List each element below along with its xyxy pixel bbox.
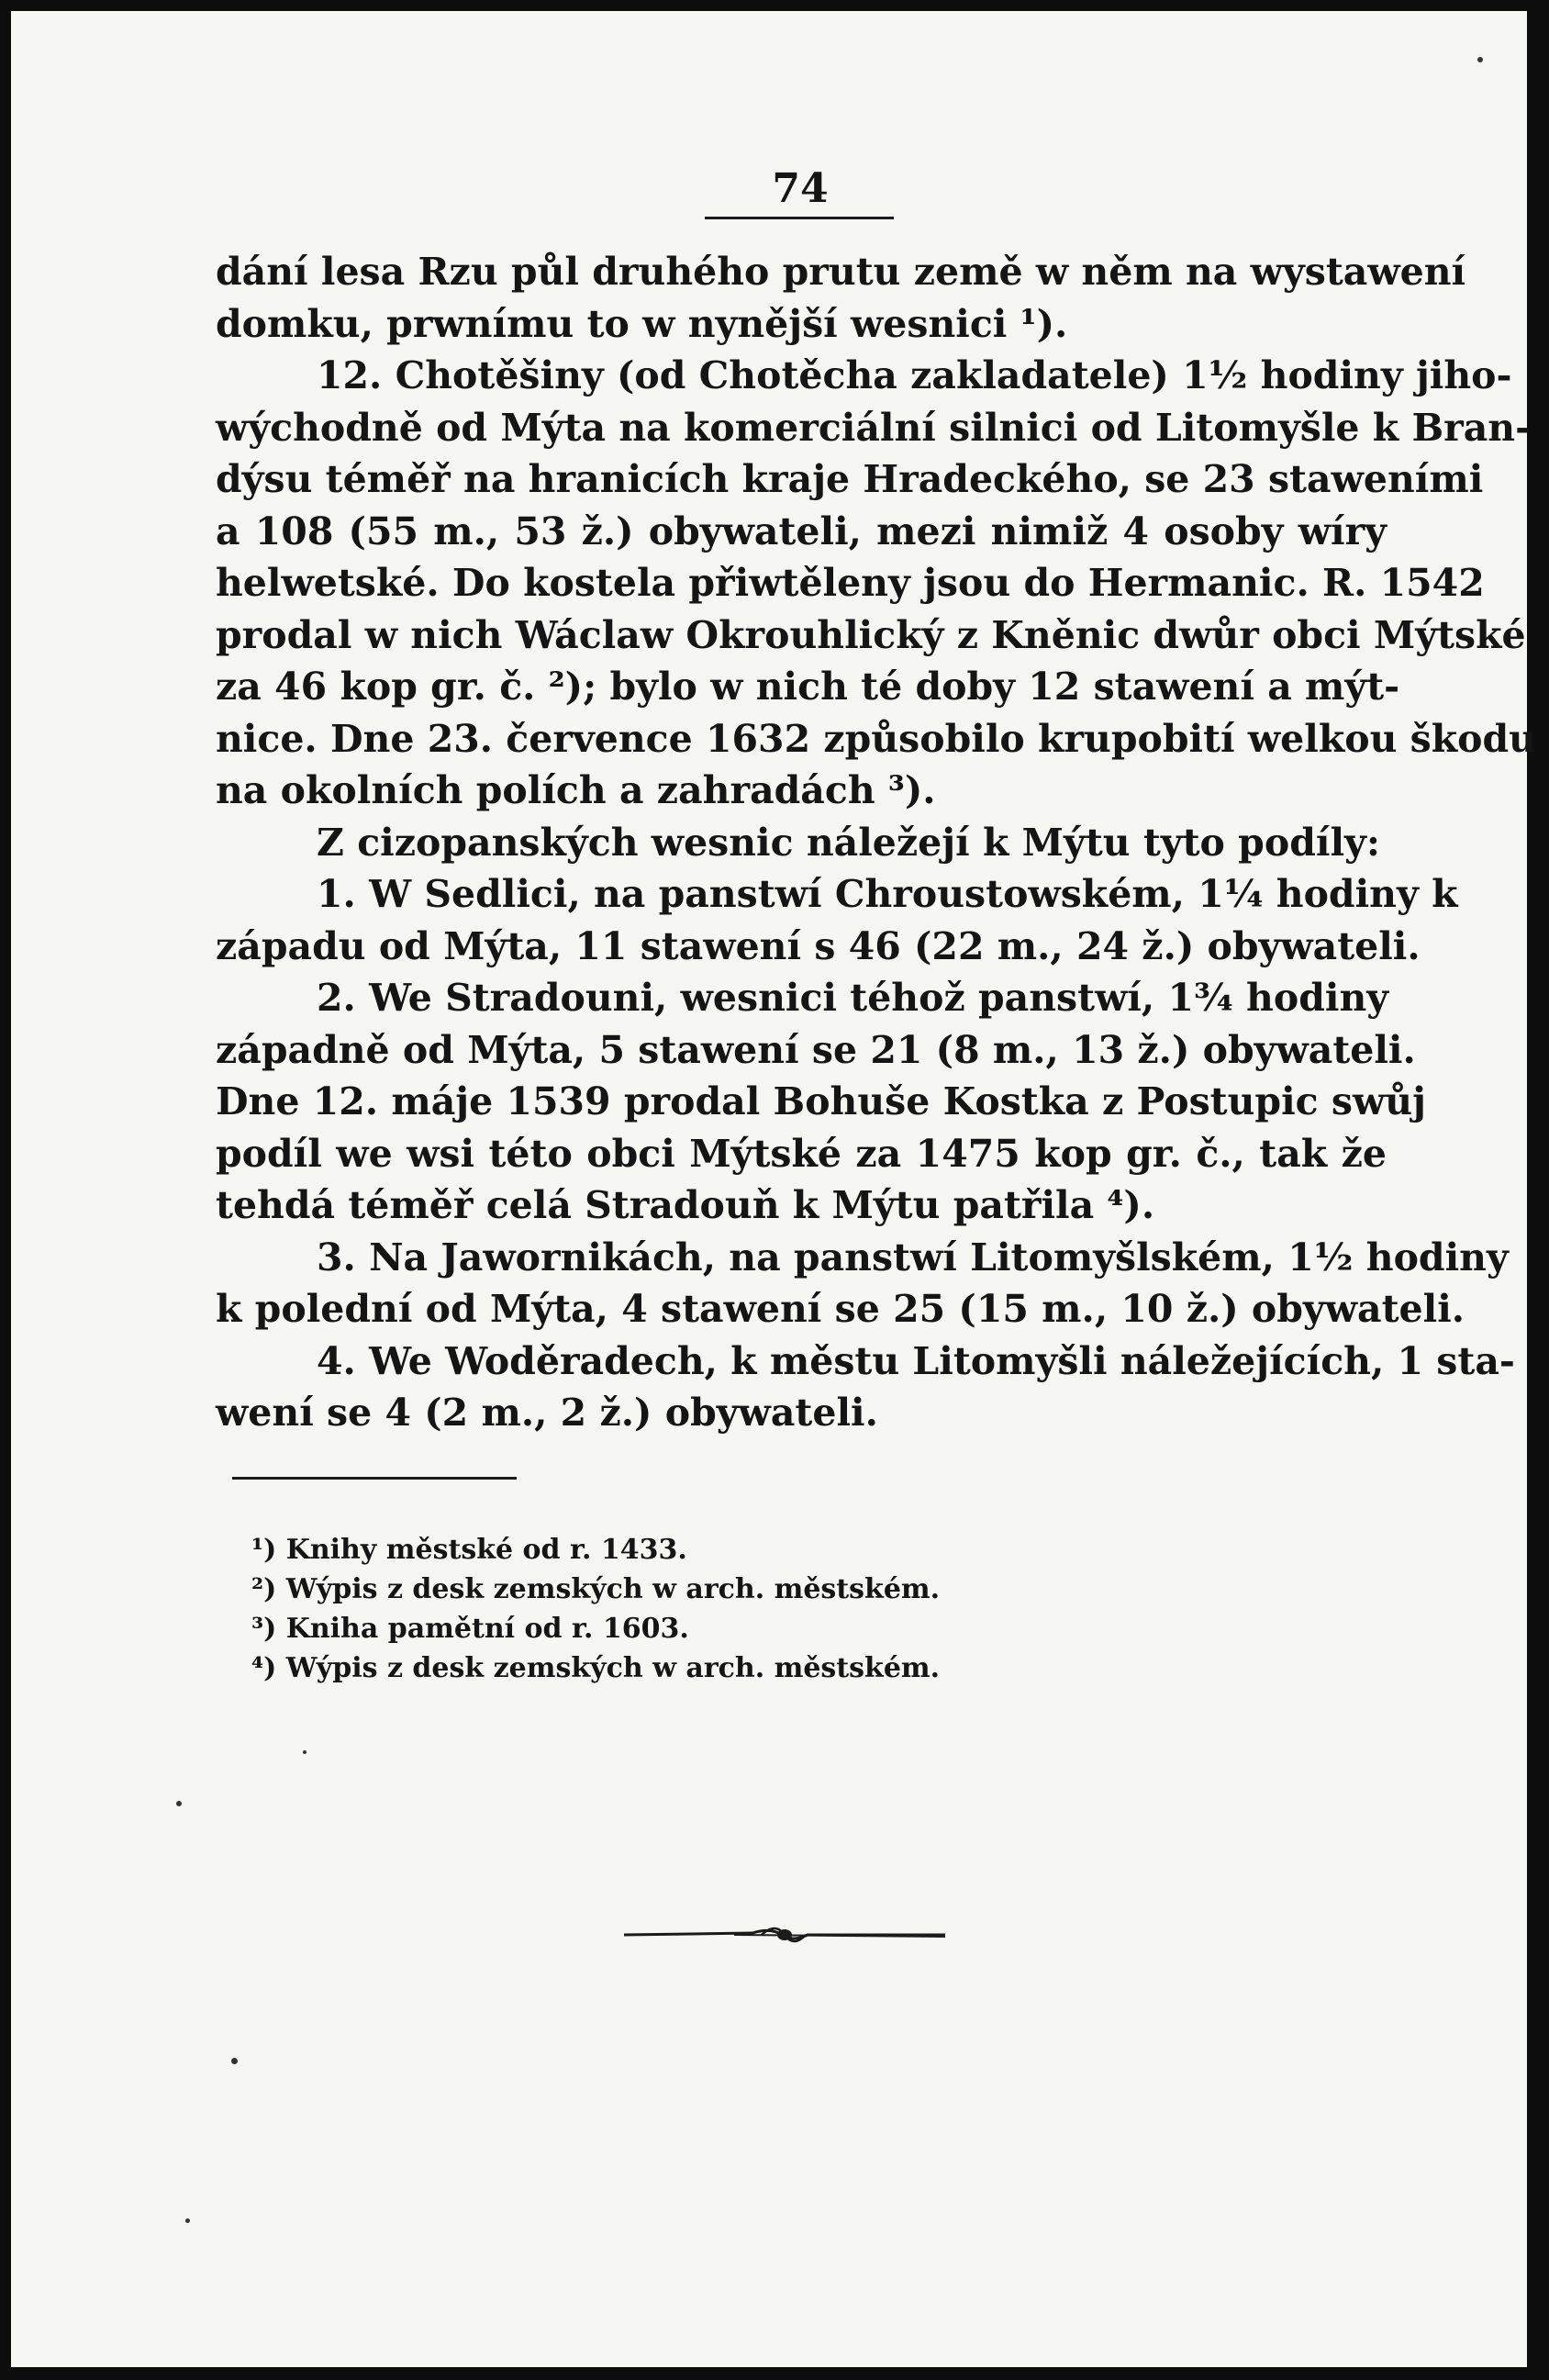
footnotes — [251, 1530, 1077, 1688]
book-page — [11, 11, 1536, 2367]
footnote: ³) Kniha pamětní od r. 1603. — [251, 1613, 689, 1645]
text-line: k polední od Mýta, 4 stawení se 25 (15 m., 10 ž.) obywateli. — [216, 1287, 1465, 1331]
paper-speck — [303, 1750, 306, 1754]
body-text — [216, 246, 1536, 1439]
paper-speck — [176, 1801, 182, 1806]
ornament-divider-icon — [624, 1916, 945, 1953]
text-line: 3. Na Jawornikách, na panstwí Litomyšlském, 1½ hodiny — [317, 1235, 1509, 1279]
text-line: 2. We Stradouni, wesnici téhož panstwí, 1¾ hodiny — [317, 976, 1389, 1020]
text-line: a 108 (55 m., 53 ž.) obywateli, mezi nimiž 4 osoby wíry — [216, 508, 1387, 553]
text-line: na okolních polích a zahradách ³). — [216, 768, 936, 812]
text-line: nice. Dne 23. července 1632 způsobilo krupobití welkou škodu — [216, 716, 1536, 761]
text-line: za 46 kop gr. č. ²); bylo w nich té doby 12 stawení a mýt- — [216, 665, 1400, 709]
paper-speck — [185, 2218, 190, 2223]
text-line: helwetské. Do kostela přiwtěleny jsou do Hermanic. R. 1542 — [216, 561, 1485, 605]
text-line: 4. We Woděradech, k městu Litomyšli náležejících, 1 sta- — [317, 1338, 1515, 1383]
text-line: wýchodně od Mýta na komerciální silnici od Litomyšle k Bran- — [216, 405, 1532, 450]
text-line: tehdá téměř celá Stradouň k Mýtu patřila ⁴). — [216, 1183, 1155, 1227]
text-line: západně od Mýta, 5 stawení se 21 (8 m., 13 ž.) obywateli. — [216, 1027, 1416, 1072]
text-line: dýsu téměř na hranicích kraje Hradeckého, se 23 staweními — [216, 457, 1484, 501]
page-number-rule — [705, 217, 894, 219]
footnote: ⁴) Wýpis z desk zemských w arch. městském. — [251, 1652, 941, 1684]
text-line: domku, prwnímu to w nynější wesnici ¹). — [216, 301, 1068, 346]
text-line: podíl we wsi této obci Mýtské za 1475 kop gr. č., tak že — [216, 1131, 1387, 1176]
text-line: prodal w nich Wáclaw Okrouhlický z Kněnic dwůr obci Mýtské — [216, 612, 1526, 657]
text-line: Z cizopanských wesnic náležejí k Mýtu tyto podíly: — [317, 820, 1380, 865]
text-line: 12. Chotěšiny (od Chotěcha zakladatele) 1½ hodiny jiho- — [317, 353, 1512, 397]
footnote: ¹) Knihy městské od r. 1433. — [251, 1534, 687, 1566]
text-line: wení se 4 (2 m., 2 ž.) obywateli. — [216, 1391, 878, 1435]
text-line: Dne 12. máje 1539 prodal Bohuše Kostka z Postupic swůj — [216, 1079, 1426, 1123]
paper-speck — [1477, 57, 1483, 62]
text-line: dání lesa Rzu půl druhého prutu země w něm na wystawení — [216, 250, 1466, 294]
page-number: 74 — [772, 165, 829, 212]
paper-speck — [231, 2058, 238, 2064]
text-line: západu od Mýta, 11 stawení s 46 (22 m., 24 ž.) obywateli. — [216, 923, 1421, 968]
footnote: ²) Wýpis z desk zemských w arch. městském. — [251, 1573, 941, 1605]
footnote-separator — [232, 1477, 517, 1480]
text-line: 1. W Sedlici, na panstwí Chroustowském, 1¼ hodiny k — [317, 872, 1458, 916]
